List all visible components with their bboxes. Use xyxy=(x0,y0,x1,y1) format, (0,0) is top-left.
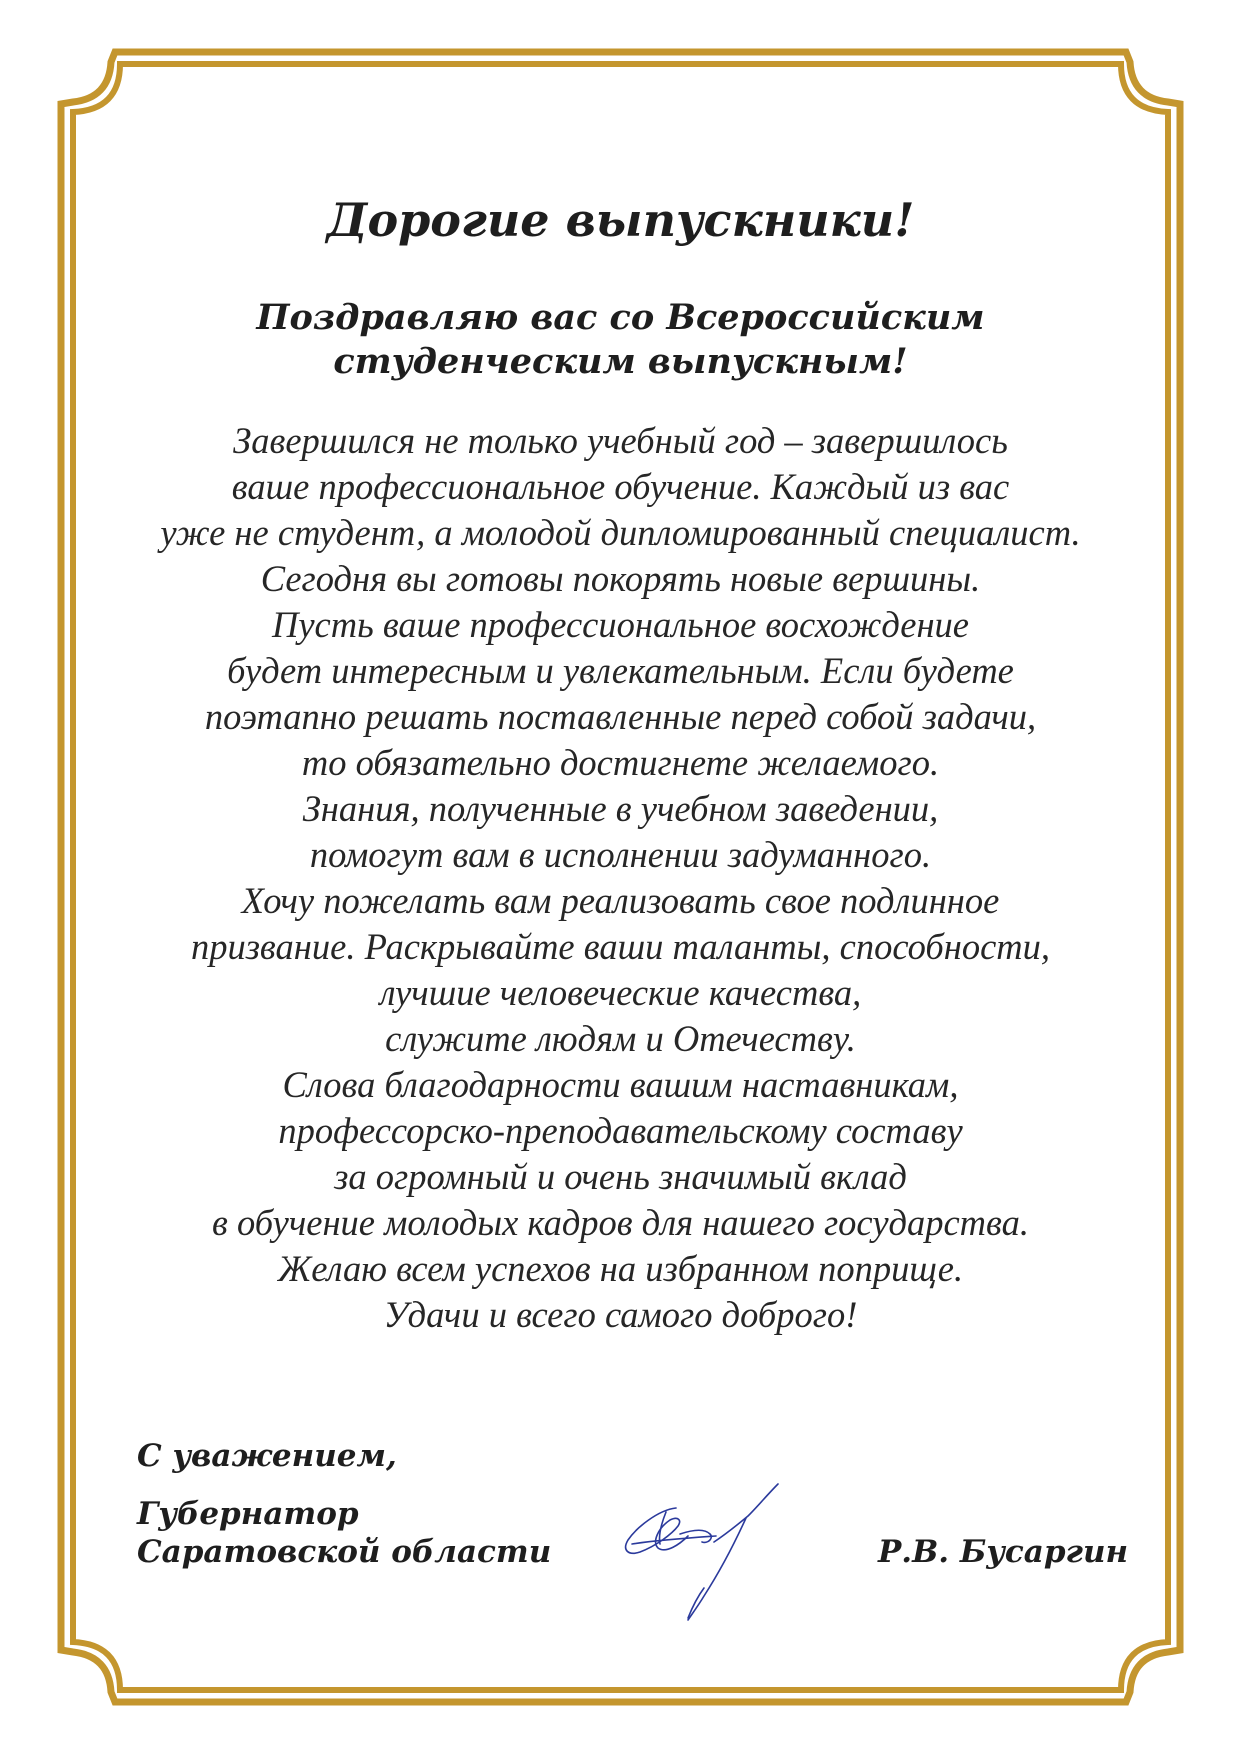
position-line: Саратовской области xyxy=(137,1534,552,1570)
body-line: то обязательно достигнете желаемого. xyxy=(301,742,940,783)
closing-phrase: С уважением, xyxy=(137,1438,397,1474)
position-line: Губернатор xyxy=(137,1496,359,1532)
body-line: Сегодня вы готовы покорять новые вершины. xyxy=(260,558,981,599)
body-line: Удачи и всего самого доброго! xyxy=(383,1294,858,1335)
subtitle-line: студенческим выпускным! xyxy=(333,341,908,382)
body-line: за огромный и очень значимый вклад xyxy=(334,1156,907,1197)
body-line: помогут вам в исполнении задуманного. xyxy=(309,834,932,875)
subtitle-line: Поздравляю вас со Всероссийским xyxy=(256,297,985,338)
handwritten-signature xyxy=(618,1478,798,1628)
body-line: уже не студент, а молодой дипломированный специалист. xyxy=(160,512,1081,553)
body-line: профессорско-преподавательскому составу xyxy=(278,1110,963,1151)
letter-subtitle xyxy=(0,296,1241,384)
body-line: Завершился не только учебный год – завершилось xyxy=(233,420,1008,461)
body-line: ваше профессиональное обучение. Каждый из вас xyxy=(231,466,1010,507)
body-line: Желаю всем успехов на избранном поприще. xyxy=(277,1248,964,1289)
signatory-position xyxy=(137,1495,551,1571)
body-line: призвание. Раскрывайте ваши таланты, способности, xyxy=(190,926,1051,967)
letter-body xyxy=(90,418,1151,1338)
body-line: лучшие человеческие качества, xyxy=(379,972,862,1013)
body-line: Пусть ваше профессиональное восхождение xyxy=(271,604,969,645)
body-line: Хочу пожелать вам реализовать свое подлинное xyxy=(241,880,1000,921)
letter-title: Дорогие выпускники! xyxy=(326,193,915,247)
body-line: поэтапно решать поставленные перед собой задачи, xyxy=(204,696,1037,737)
signatory-name: Р.В. Бусаргин xyxy=(878,1534,1129,1570)
body-line: будет интересным и увлекательным. Если будете xyxy=(227,650,1014,691)
body-line: в обучение молодых кадров для нашего государства. xyxy=(212,1202,1029,1243)
body-line: Знания, полученные в учебном заведении, xyxy=(302,788,939,829)
body-line: служите людям и Отечеству. xyxy=(385,1018,856,1059)
body-line: Слова благодарности вашим наставникам, xyxy=(282,1064,959,1105)
